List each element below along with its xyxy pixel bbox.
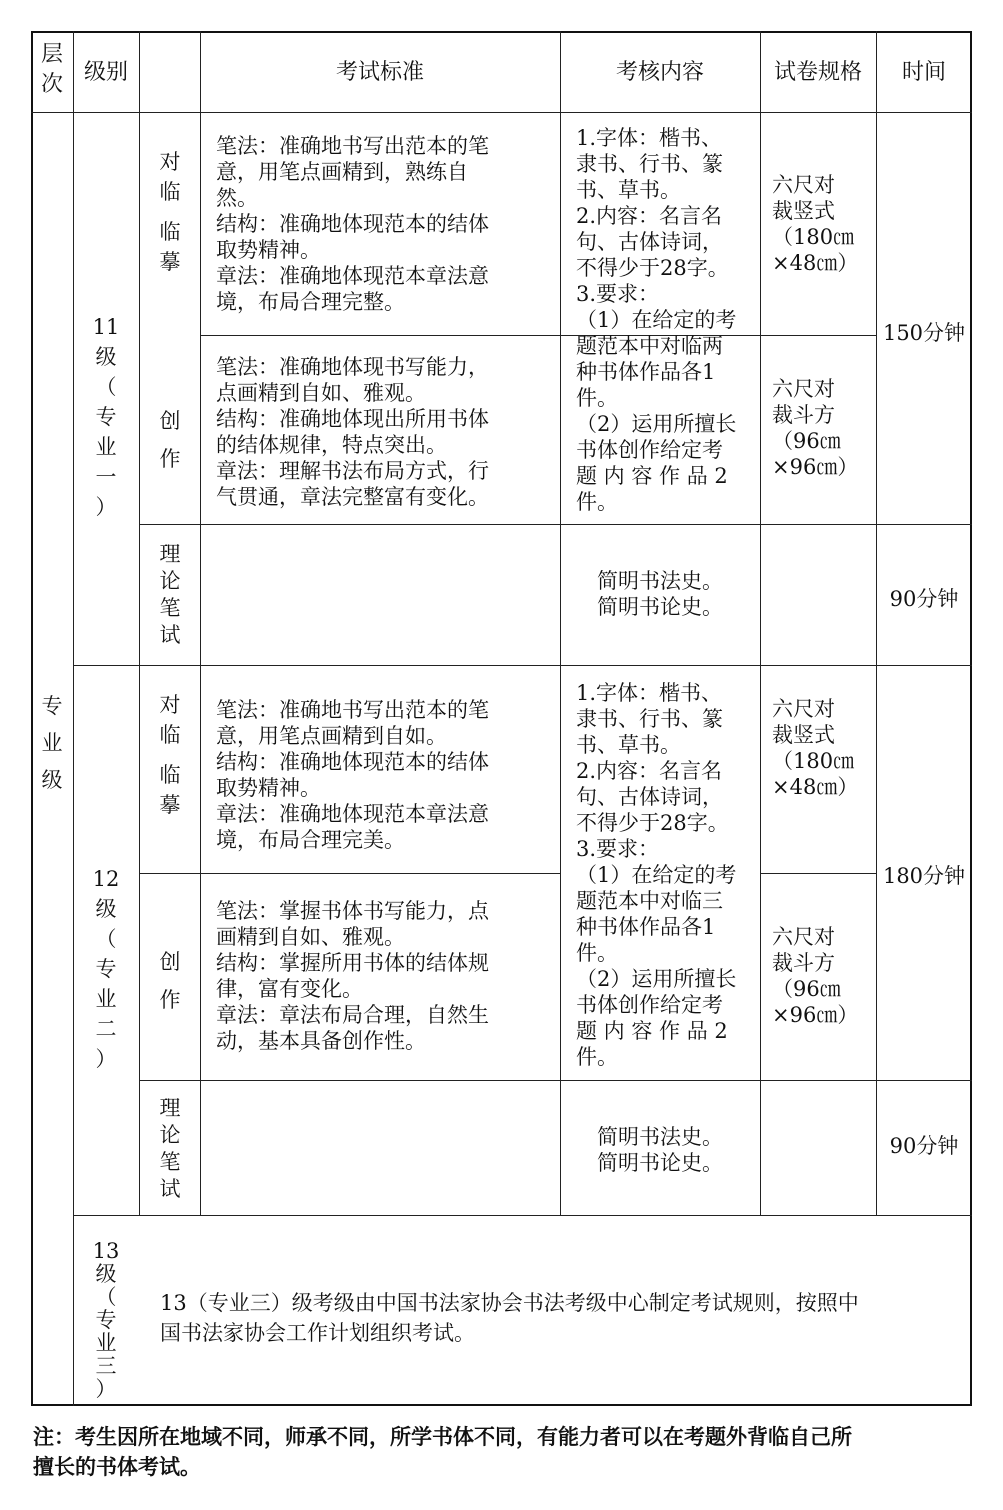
grade11-create-label: 创 作: [159, 409, 181, 471]
grade12-copy-standard: 笔法：准确地书写出范本的笔 意，用笔点画精到自如。 结构：准确地体现范本的结体 取势精神。 章法：准确地体现范本章法意 境，布局合理完美。: [216, 698, 489, 852]
grade11-theory-label: 理 论 笔 试: [159, 542, 181, 647]
grade12-copy-label: 对 临 临 摹: [159, 693, 181, 817]
row-divider: [73, 665, 972, 666]
row-divider: [760, 335, 876, 336]
col-divider: [200, 31, 201, 1215]
grade12-label: 12 级 （ 专 业 二 ）: [92, 867, 120, 1071]
grade13-text: 13（专业三）级考级由中国书法家协会书法考级中心制定考试规则，按照中 国书法家协会工作计划组织考试。: [160, 1291, 859, 1345]
grade11-create-standard: 笔法：准确地体现书写能力， 点画精到自如、雅观。 结构：准确地体现出所用书体 的结体规律，特点突出。 章法：理解书法布局方式，行 气贯通，章法完整富有变化。: [216, 355, 489, 509]
row-divider: [139, 873, 560, 874]
grade12-theory-time: 90分钟: [889, 1134, 959, 1158]
tier-label: 专 业 级: [41, 694, 63, 792]
row-divider: [73, 1215, 972, 1216]
grade11-copy-paper: 六尺对 裁竖式 （180㎝ ×48㎝）: [772, 173, 859, 275]
row-divider: [760, 873, 876, 874]
grade11-copy-label: 对 临 临 摹: [159, 150, 181, 274]
grade13-label: 13 级 （ 专 业 三 ）: [92, 1239, 120, 1401]
col-divider: [139, 31, 140, 1215]
grade11-theory-content: 简明书法史。 简明书论史。: [597, 569, 723, 619]
grade12-theory-label: 理 论 笔 试: [159, 1096, 181, 1201]
header-content: 考核内容: [615, 60, 704, 85]
grade11-label: 11 级 （ 专 业 一 ）: [92, 315, 120, 519]
grade12-create-standard: 笔法：掌握书体书写能力，点 画精到自如、雅观。 结构：掌握所用书体的结体规 律，富有变化。 章法：章法布局合理，自然生 动，基本具备创作性。: [216, 899, 489, 1053]
footnote: 注：考生因所在地域不同，师承不同，所学书体不同，有能力者可以在考题外背临自己所 擅长的书体考试。: [33, 1425, 852, 1479]
header-paper: 试卷规格: [773, 60, 862, 85]
header-level: 层 次: [40, 42, 63, 97]
row-divider: [139, 524, 972, 525]
col-divider: [876, 31, 877, 1215]
grade12-time: 180分钟: [882, 864, 966, 888]
row-divider: [139, 1080, 972, 1081]
col-divider: [560, 31, 561, 1215]
col-divider: [73, 31, 74, 1406]
grade12-content: 1.字体：楷书、 隶书、行书、篆 书、草书。 2.内容：名言名 句、古体诗词， 不得少于28字。 3.要求： （1）在给定的考 题范本中对临三 种书体作品各1 件。 （2）运用所擅长 书体创作给定考 题 内 容 作 品 2 件。: [576, 681, 737, 1069]
header-time: 时间: [901, 60, 946, 85]
header-divider: [31, 112, 972, 113]
grade12-copy-paper: 六尺对 裁竖式 （180㎝ ×48㎝）: [772, 697, 859, 799]
grade12-theory-content: 简明书法史。 简明书论史。: [597, 1125, 723, 1175]
grade11-create-paper: 六尺对 裁斗方 （96㎝ ×96㎝）: [772, 377, 859, 479]
grade11-content: 1.字体：楷书、 隶书、行书、篆 书、草书。 2.内容：名言名 句、古体诗词， 不得少于28字。 3.要求： （1）在给定的考 题范本中对临两 种书体作品各1 件。 （2）运用所擅长 书体创作给定考 题 内 容 作 品 2 件。: [576, 126, 737, 514]
grade11-time: 150分钟: [882, 321, 966, 345]
header-grade: 级别: [83, 60, 128, 85]
header-standard: 考试标准: [335, 60, 424, 85]
grade11-copy-standard: 笔法：准确地书写出范本的笔 意，用笔点画精到，熟练自 然。 结构：准确地体现范本的结体 取势精神。 章法：准确地体现范本章法意 境，布局合理完整。: [216, 134, 489, 314]
grade12-create-paper: 六尺对 裁斗方 （96㎝ ×96㎝）: [772, 925, 859, 1027]
grade11-theory-time: 90分钟: [889, 587, 959, 611]
col-divider: [760, 31, 761, 1215]
grade12-create-label: 创 作: [159, 950, 181, 1012]
